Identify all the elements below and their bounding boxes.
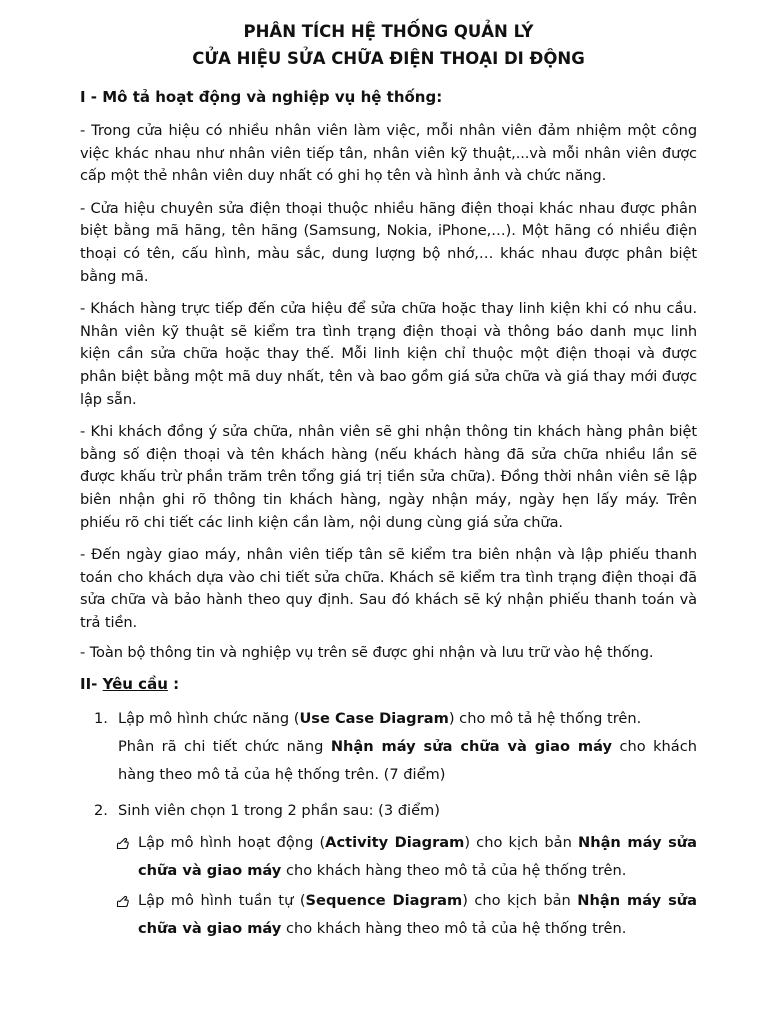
hand-pointing-icon [116,836,130,850]
document-title-line-2: CỬA HIỆU SỬA CHỮA ĐIỆN THOẠI DI ĐỘNG [192,49,585,68]
requirement-1-text: cho khách hàng theo mô tả của hệ thống trên. (7 điểm) [118,738,698,784]
sequence-diagram-term: Sequence Diagram [305,892,463,910]
option-text: cho khách hàng theo mô tả của hệ thống trên. [281,920,627,938]
hand-pointing-icon [116,894,130,908]
requirement-2-text: Sinh viên chọn 1 trong 2 phần sau: (3 điểm) [118,802,440,820]
paragraph-system-storage: - Toàn bộ thông tin và nghiệp vụ trên sẽ được ghi nhận và lưu trữ vào hệ thống. [80,644,654,662]
scenario-name-term: Nhận máy sửa chữa và giao máy [138,892,697,938]
use-case-diagram-term: Use Case Diagram [299,710,449,728]
requirement-1-text: Lập mô hình chức năng ( [118,710,300,728]
option-text: ) cho kịch bản [464,834,578,852]
document-title-line-1: PHÂN TÍCH HỆ THỐNG QUẢN LÝ [243,22,534,41]
paragraph-delivery-payment: - Đến ngày giao máy, nhân viên tiếp tân sẽ kiểm tra biên nhận và lập phiếu thanh toán cho khách dựa vào chi tiết sửa chữa. Khách sẽ kiểm tra tình trạng điện thoại đã sửa chữa và bảo hành theo quy định. Sau đó khách sẽ ký nhận phiếu thanh toán và trả tiền. [80,546,697,631]
section-1-heading: I - Mô tả hoạt động và nghiệp vụ hệ thống: [80,88,443,106]
requirement-1-line-1 [118,705,697,733]
requirement-item-2 [80,797,697,943]
activity-diagram-term: Activity Diagram [325,834,465,852]
paragraph-staff: - Trong cửa hiệu có nhiều nhân viên làm việc, mỗi nhân viên đảm nhiệm một công việc khác nhau như nhân viên tiếp tân, nhân viên kỹ thuật,...và mỗi nhân viên được cấp một thẻ nhân viên duy nhất có ghi họ tên và hình ảnh và chức năng. [80,122,697,185]
option-text: cho khách hàng theo mô tả của hệ thống trên. [281,862,627,880]
paragraph-receipt: - Khi khách đồng ý sửa chữa, nhân viên sẽ ghi nhận thông tin khách hàng phân biệt bằng số điện thoại và tên khách hàng (nếu khách hàng đã sửa chữa nhiều lần sẽ được khấu trừ phần trăm trên tổng giá trị tiền sửa chữa). Đồng thời nhân viên sẽ lập biên nhận ghi rõ thông tin khách hàng, ngày nhận máy, ngày hẹn lấy máy. Trên phiếu rõ chi tiết các linh kiện cần làm, nội dung cùng giá sửa chữa. [80,423,697,531]
scenario-name-term: Nhận máy sửa chữa và giao máy [138,834,698,880]
requirement-number: 2. [94,802,108,820]
requirement-1-text: ) cho mô tả hệ thống trên. [448,710,642,728]
section-2-heading-underlined: Yêu cầu [102,675,168,694]
requirement-1-text: Phân rã chi tiết chức năng [118,738,331,756]
paragraph-phone-brands: - Cửa hiệu chuyên sửa điện thoại thuộc nhiều hãng điện thoại khác nhau được phân biệt bằng mã hãng, tên hãng (Samsung, Nokia, iPhone,…). Một hãng có nhiều điện thoại có tên, cấu hình, màu sắc, dung lượng bộ nhớ,… khác nhau được phân biệt bằng mã. [80,199,697,285]
requirement-number: 1. [94,710,108,728]
section-2-heading-prefix: II- [80,675,103,694]
document-page [80,18,697,943]
option-text: Lập mô hình tuần tự ( [138,892,306,910]
paragraph-customer-repair: - Khách hàng trực tiếp đến cửa hiệu để sửa chữa hoặc thay linh kiện khi có nhu cầu. Nhân viên kỹ thuật sẽ kiểm tra tình trạng điện thoại và thông báo danh mục linh kiện cần sửa chữa hoặc thay thế. Mỗi linh kiện chỉ thuộc một điện thoại và được phân biệt bằng một mã duy nhất, tên và bao gồm giá sửa chữa và giá thay mới được lập sẵn. [80,300,697,408]
section-2-heading-suffix: : [167,675,180,694]
option-sequence-diagram [118,887,697,943]
option-text: Lập mô hình hoạt động ( [138,834,326,852]
function-name-term: Nhận máy sửa chữa và giao máy [330,738,613,756]
requirement-1-line-2 [118,733,697,789]
requirements-list [80,705,697,943]
section-2-heading [80,673,697,695]
requirement-item-1 [80,705,697,789]
requirement-2-options [118,829,697,943]
option-text: ) cho kịch bản [462,892,578,910]
option-activity-diagram [118,829,697,885]
